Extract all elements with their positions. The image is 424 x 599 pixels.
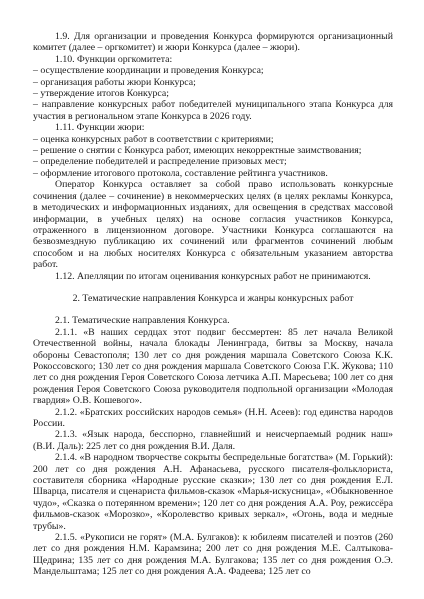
paragraph-1-12: 1.12. Апелляции по итогам оценивания конкурсных работ не принимаются. — [55, 270, 371, 282]
paragraph-1-11: 1.11. Функции жюри: — [55, 122, 145, 134]
paragraph-operator: Оператор Конкурса оставляет за собой право использовать конкурсные сочинения (далее – сочинение) в некоммерческих целях (в целях рекламы Конкурса, в методических и информационных изданиях, для освещения в средствах массовой информации, в учебных целях) на основе согласия участников Конкурса, отраженного в лицензионном договоре. Участники Конкурса соглашаются на безвозмездную публикацию их сочинений или фрагментов сочинений любым способом и на любых носителях Конкурса с обязательным указанием авторства работ. — [33, 179, 393, 271]
paragraph-2-1-2: 2.1.2. «Братских российских народов семья» (Н.Н. Асеев): год единства народов России. — [33, 406, 393, 429]
list-item: – утверждение итогов Конкурса; — [33, 88, 169, 100]
paragraph-2-1-3: 2.1.3. «Язык народа, бесспорно, главнейший и неисчерпаемый родник наш» (В.И. Даль): 225 лет со дня рождения В.И. Даля. — [33, 429, 393, 452]
paragraph-2-1: 2.1. Тематические направления Конкурса. — [55, 315, 230, 327]
list-item: – направление конкурсных работ победителей муниципального этапа Конкурса для участия в региональном этапе Конкурса в 2026 году. — [33, 99, 393, 122]
list-item: – оформление итогового протокола, составление рейтинга участников. — [33, 167, 328, 179]
paragraph-2-1-4: 2.1.4. «В народном творчестве сокрыты беспредельные богатства» (М. Горький): 200 лет со дня рождения А.Н. Афанасьева, русского писателя-фольклориста, составителя сборника «Народные русские сказки»; 130 лет со дня рождения Е.Л. Шварца, писателя и сценариста фильмов-сказок «Марья-искусница», «Обыкновенное чудо», «Сказка о потерянном времени»; 120 лет со дня рождения А.А. Роу, режиссёра фильмов-сказок «Морозко», «Королевство кривых зеркал», «Огонь, вода и медные трубы». — [33, 452, 393, 532]
list-item: – организация работы жюри Конкурса; — [33, 76, 196, 88]
list-item: – решение о снятии с Конкурса работ, имеющих некорректные заимствования; — [33, 145, 362, 157]
section-heading: 2. Тематические направления Конкурса и жанры конкурсных работ — [72, 292, 354, 304]
list-item: – осуществление координации и проведения Конкурса; — [33, 65, 264, 77]
list-item: – оценка конкурсных работ в соответствии с критериями; — [33, 133, 274, 145]
paragraph-2-1-5: 2.1.5. «Рукописи не горят» (М.А. Булгаков): к юбилеям писателей и поэтов (260 лет со дня рождения Н.М. Карамзина; 200 лет со дня рождения М.Е. Салтыкова-Щедрина; 135 лет со дня рождения М.А. Булгакова; 135 лет со дня рождения О.Э. Мандельштама; 125 лет со дня рождения А.А. Фадеева; 125 лет со — [33, 532, 393, 578]
list-item: – определение победителей и распределение призовых мест; — [33, 156, 287, 168]
paragraph-1-9: 1.9. Для организации и проведения Конкурса формируются организационный комитет (далее – оргкомитет) и жюри Конкурса (далее – жюри). — [33, 31, 393, 54]
paragraph-1-10: 1.10. Функции оргкомитета: — [55, 53, 173, 65]
paragraph-2-1-1: 2.1.1. «В наших сердцах этот подвиг бессмертен: 85 лет начала Великой Отечественной войны, начала блокады Ленинграда, битвы за Москву, начала обороны Севастополя; 130 лет со дня рождения маршала Советского Союза К.К. Рокоссовского; 130 лет со дня рождения маршала Советского Союза Г.К. Жукова; 110 лет со дня рождения Героя Советского Союза летчика А.П. Маресьева; 100 лет со дня рождения Героя Советского Союза руководителя подпольной организации «Молодая гвардия» О.В. Кошевого». — [33, 326, 393, 407]
document-body — [33, 31, 393, 578]
